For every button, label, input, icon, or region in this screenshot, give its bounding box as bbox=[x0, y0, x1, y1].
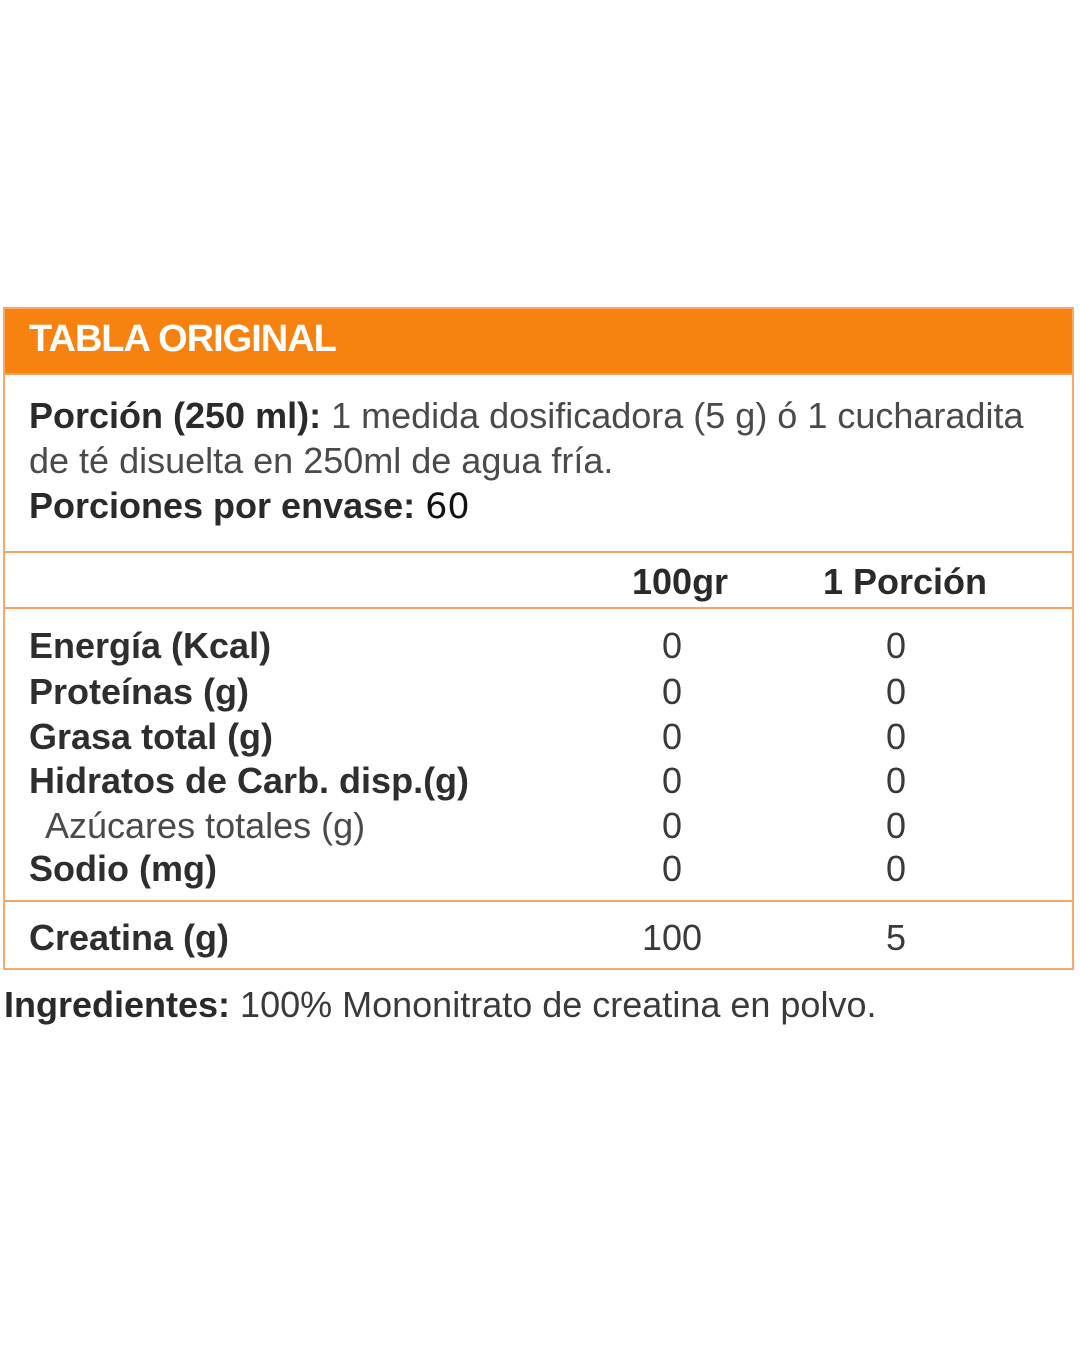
nutrient-row-energy bbox=[5, 623, 1072, 668]
creatine-value-100gr: 100 bbox=[641, 917, 703, 958]
nutrient-value-100gr: 0 bbox=[661, 625, 683, 666]
nutrition-table bbox=[3, 307, 1074, 970]
divider-creatine bbox=[5, 900, 1072, 902]
nutrient-name: Energía (Kcal) bbox=[29, 625, 272, 666]
nutrient-name: Grasa total (g) bbox=[29, 716, 274, 757]
nutrient-value-100gr: 0 bbox=[661, 671, 683, 712]
servings-per-container-value: 60 bbox=[425, 487, 470, 527]
column-header-serving: 1 Porción bbox=[823, 561, 988, 602]
nutrient-value-serving: 0 bbox=[885, 716, 907, 757]
nutrient-row-carbs bbox=[5, 758, 1072, 803]
nutrient-name: Azúcares totales (g) bbox=[45, 805, 366, 846]
nutrient-row-fat bbox=[5, 714, 1072, 759]
nutrient-name: Sodio (mg) bbox=[29, 848, 217, 889]
nutrient-row-sodium bbox=[5, 846, 1072, 891]
nutrient-value-serving: 0 bbox=[885, 671, 907, 712]
creatine-value-serving: 5 bbox=[885, 917, 907, 958]
serving-size-text-line1: 1 medida dosificadora (5 g) ó 1 cucharadita bbox=[321, 395, 1024, 436]
ingredients-text: 100% Mononitrato de creatina en polvo. bbox=[230, 984, 877, 1025]
nutrient-value-serving: 0 bbox=[885, 805, 907, 846]
nutrient-value-100gr: 0 bbox=[661, 848, 683, 889]
nutrient-row-protein bbox=[5, 669, 1072, 714]
nutrient-name: Hidratos de Carb. disp.(g) bbox=[29, 760, 470, 801]
nutrient-value-100gr: 0 bbox=[661, 716, 683, 757]
divider-serving bbox=[5, 551, 1072, 553]
servings-per-container-label: Porciones por envase: bbox=[29, 485, 416, 526]
nutrient-row-creatine bbox=[5, 915, 1072, 960]
serving-size-label: Porción (250 ml): bbox=[29, 395, 322, 436]
nutrient-row-sugars bbox=[5, 803, 1072, 848]
nutrient-value-serving: 0 bbox=[885, 848, 907, 889]
ingredients-label: Ingredientes: bbox=[4, 984, 231, 1025]
ingredients-line bbox=[4, 984, 876, 1026]
creatine-name: Creatina (g) bbox=[29, 917, 230, 958]
nutrient-value-100gr: 0 bbox=[661, 760, 683, 801]
nutrient-value-serving: 0 bbox=[885, 625, 907, 666]
serving-size-text-line2: de té disuelta en 250ml de agua fría. bbox=[29, 440, 614, 481]
divider-columns bbox=[5, 607, 1072, 609]
nutrient-value-serving: 0 bbox=[885, 760, 907, 801]
nutrient-value-100gr: 0 bbox=[661, 805, 683, 846]
table-title: TABLA ORIGINAL bbox=[29, 318, 336, 360]
nutrient-name: Proteínas (g) bbox=[29, 671, 250, 712]
table-header bbox=[5, 309, 1072, 375]
serving-info bbox=[29, 393, 1059, 530]
column-header-100gr: 100gr bbox=[632, 561, 729, 602]
